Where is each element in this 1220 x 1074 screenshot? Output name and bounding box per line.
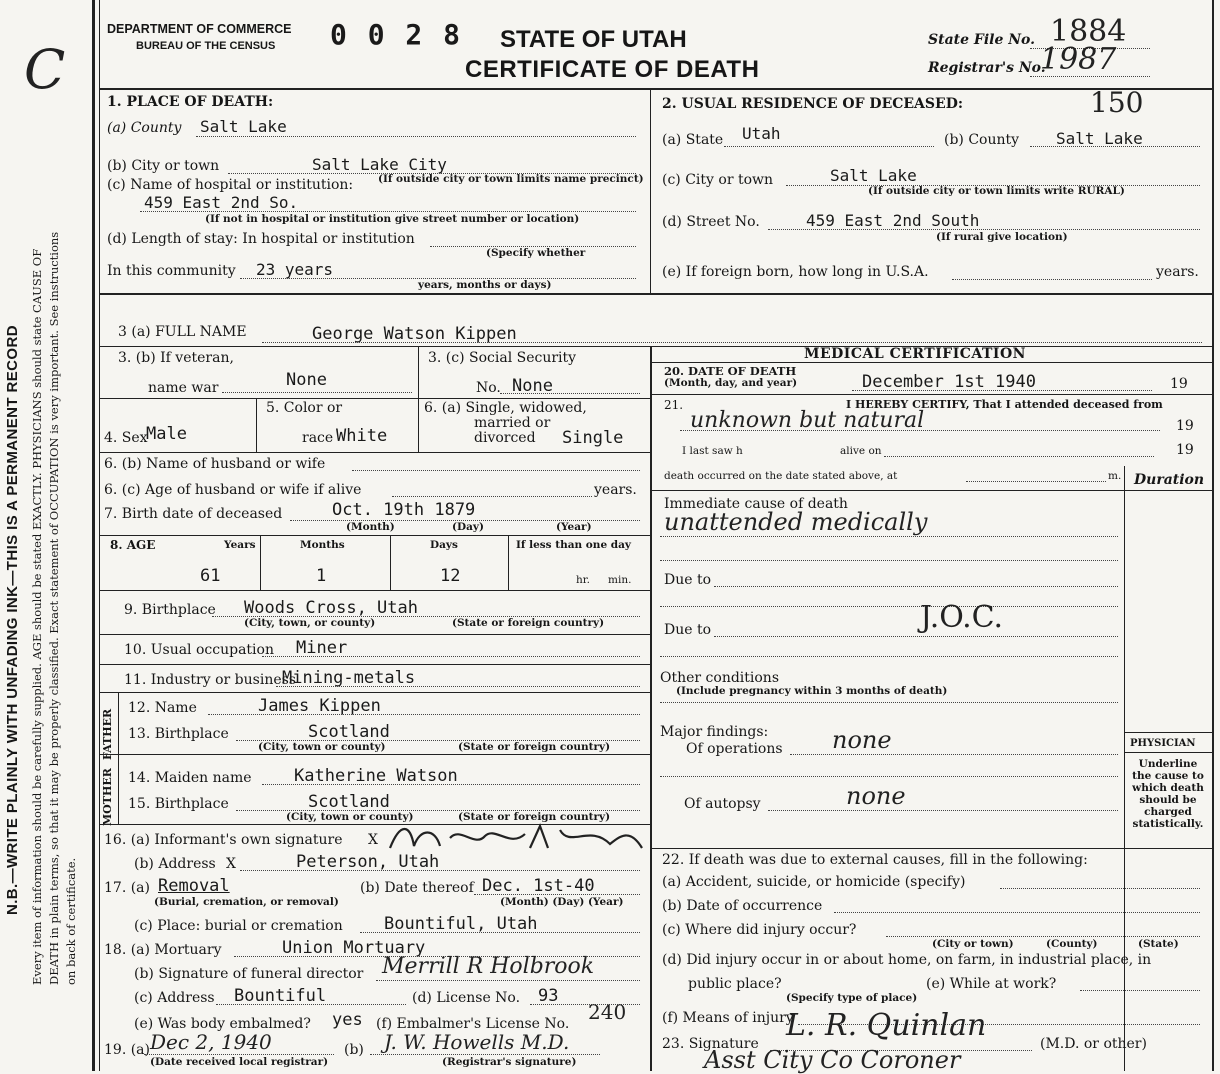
rule [884, 456, 1154, 457]
duration-column-rule [1124, 466, 1125, 1071]
father-bp-value: Scotland [308, 722, 390, 742]
certify-num: 21. [664, 398, 684, 412]
specify-note: (Specify whether [486, 247, 586, 259]
where-label: (c) Where did injury occur? [662, 922, 857, 938]
bureau-label: BUREAU OF THE CENSUS [136, 40, 276, 52]
margin-mark: C [24, 38, 66, 101]
certify-hand: unknown but natural [690, 408, 925, 433]
autopsy-label: Of autopsy [684, 796, 761, 812]
age-months-head: Months [300, 539, 345, 551]
rule [714, 586, 1118, 587]
rule [418, 398, 419, 452]
instruction-line-2: DEATH in plain terms, so that it may be properly classified. Exact statement of OCCUPATION is very important. See instructions [47, 231, 61, 985]
place-value: Bountiful, Utah [384, 914, 538, 934]
rule [99, 692, 650, 693]
medical-heading: MEDICAL CERTIFICATION [804, 346, 1026, 362]
spouse-age-label: 6. (c) Age of husband or wife if alive [104, 482, 362, 498]
rule [140, 211, 636, 212]
rule [886, 936, 1200, 937]
age-hr: hr. [576, 574, 590, 586]
informant-address-mark: X [226, 856, 236, 872]
rule [660, 560, 1118, 561]
major-label: Major findings: [660, 724, 769, 740]
rule [650, 490, 1212, 491]
ss-no-label: No. [476, 380, 501, 396]
due-to-1-label: Due to [664, 572, 712, 588]
serial-number: 0 0 2 8 [330, 18, 463, 51]
birth-value: Oct. 19th 1879 [332, 500, 476, 520]
race-value: White [336, 426, 388, 446]
race-label: race [302, 430, 334, 446]
rule-top-divider [650, 88, 651, 293]
res-state-label: (a) State [662, 132, 724, 148]
immediate-value: unattended medically [664, 508, 928, 536]
received-label: 19. (a) [104, 1042, 150, 1058]
embalmer-value: 240 [588, 1000, 627, 1024]
rule-center [650, 346, 652, 1071]
instruction-line-1: Every item of information should be carefully supplied. AGE should be stated EXACTLY. PHYSICIANS should state CAUSE OF [30, 248, 44, 985]
other-label: Other conditions [660, 670, 780, 686]
rule [216, 1004, 406, 1005]
father-city-note: (City, town or county) [258, 741, 386, 753]
age-months-value: 1 [316, 566, 327, 586]
rule [650, 362, 1212, 363]
age-days-head: Days [430, 539, 458, 551]
due-to-2-hand: J.O.C. [920, 600, 1004, 635]
res-street-note: (If rural give location) [936, 231, 1068, 243]
rule [508, 535, 509, 590]
rule [660, 702, 1118, 703]
rule [500, 393, 640, 394]
father-name-value: James Kippen [258, 696, 381, 716]
community-value: 23 years [256, 260, 334, 279]
city-label: (b) City or town [107, 158, 220, 174]
rule [418, 346, 419, 398]
state-file-no: 1884 [1050, 14, 1127, 49]
physician-signature: L. R. Quinlan [786, 1008, 987, 1043]
operations-label: Of operations [686, 741, 783, 757]
other-note: (Include pregnancy within 3 months of death) [676, 685, 948, 697]
fullname-label: 3 (a) FULL NAME [118, 324, 247, 340]
color-label: 5. Color or [266, 400, 343, 416]
rule [392, 496, 592, 497]
rule [952, 279, 1152, 280]
rule [650, 394, 1212, 395]
specify-place-note: (Specify type of place) [786, 992, 918, 1004]
rule [196, 136, 636, 137]
city-note: (If outside city or town limits name precinct) [378, 173, 644, 185]
birth-label: 7. Birth date of deceased [104, 506, 283, 522]
rule [260, 535, 261, 590]
border-right [1212, 0, 1214, 1071]
director-address-value: Bountiful [234, 986, 327, 1006]
coroner-address: Asst City Co Coroner [704, 1046, 961, 1074]
birthplace-city-note: (City, town, or county) [244, 617, 376, 629]
rule [474, 894, 640, 895]
veteran-label: 3. (b) If veteran, [118, 350, 234, 366]
received-value: Dec 2, 1940 [150, 1030, 272, 1054]
age-days-value: 12 [440, 566, 461, 586]
embalmed-value: yes [332, 1010, 363, 1030]
birthplace-value: Woods Cross, Utah [244, 598, 418, 618]
father-tag: FATHER [101, 708, 114, 760]
industry-value: Mining-metals [282, 668, 416, 688]
father-bp-label: 13. Birthplace [128, 726, 229, 742]
death-date-label: 20. DATE OF DEATH [664, 364, 797, 378]
rule [790, 754, 1118, 755]
underline-note: Underline the cause to which death should be charged statistically. [1132, 758, 1204, 830]
rule [222, 392, 412, 393]
rule [1124, 732, 1212, 733]
res-street-value: 459 East 2nd South [806, 211, 980, 230]
rule [660, 606, 1118, 607]
mother-name-value: Katherine Watson [294, 766, 458, 786]
embalmer-label: (f) Embalmer's License No. [376, 1016, 570, 1032]
dept-label: DEPARTMENT OF COMMERCE [107, 22, 292, 36]
foreign-years: years. [1156, 264, 1199, 280]
foreign-label: (e) If foreign born, how long in U.S.A. [662, 264, 929, 280]
permanent-record-notice: N.B.—WRITE PLAINLY WITH UNFADING INK—THIS IS A PERMANENT RECORD [4, 325, 21, 915]
father-state-note: (State or foreign country) [458, 741, 611, 753]
rule [360, 932, 640, 933]
informant-address-label: (b) Address [134, 856, 216, 872]
county-label: (a) County [107, 120, 182, 136]
rule [852, 390, 1152, 391]
rule [99, 452, 650, 453]
informant-sig-mark: X [368, 832, 378, 848]
fullname-value: George Watson Kippen [312, 324, 517, 344]
rule [118, 692, 119, 754]
due-to-2-label: Due to [664, 622, 712, 638]
rule [99, 754, 650, 755]
director-label: (b) Signature of funeral director [134, 966, 364, 982]
occupation-value: Miner [296, 638, 348, 658]
birth-year-note: (Year) [556, 521, 592, 533]
father-name-label: 12. Name [128, 700, 197, 716]
rule [714, 636, 1118, 637]
rule [262, 784, 640, 785]
rule [680, 430, 1160, 431]
marital-label-2: married or [474, 415, 551, 431]
war-label: name war [148, 380, 219, 396]
rule-name [99, 346, 1212, 347]
rule [144, 1054, 334, 1055]
age-years-head: Years [224, 539, 256, 551]
sex-label: 4. Sex [104, 430, 148, 446]
age-years-value: 61 [200, 566, 221, 586]
rule [724, 146, 934, 147]
received-note: (Date received local registrar) [150, 1056, 329, 1068]
res-state-value: Utah [742, 124, 781, 143]
where-county-col: (County) [1046, 938, 1098, 950]
home-label: (d) Did injury occur in or about home, on farm, in industrial place, in [662, 952, 1152, 968]
hospital-value: 459 East 2nd So. [144, 193, 299, 212]
rule [99, 634, 650, 635]
registrar-sig-label: (b) [344, 1042, 364, 1058]
date-thereof-value: Dec. 1st-40 [482, 876, 595, 896]
physician-tag: PHYSICIAN [1130, 738, 1196, 749]
removal-note: (Burial, cremation, or removal) [154, 896, 339, 908]
certify-text: I HEREBY CERTIFY, That I attended deceased from [846, 398, 1163, 411]
hospital-label: (c) Name of hospital or institution: [107, 177, 354, 193]
sex-value: Male [146, 424, 187, 444]
birth-month-note: (Month) [346, 521, 395, 533]
rule [650, 848, 1212, 849]
last-saw-label: I last saw h [682, 445, 743, 457]
rule [390, 535, 391, 590]
rule [660, 536, 1118, 537]
rule [240, 870, 640, 871]
rule [768, 810, 1118, 811]
external-label: 22. If death was due to external causes, fill in the following: [662, 852, 1088, 868]
war-value: None [286, 370, 327, 390]
registrar-signature: J. W. Howells M.D. [384, 1030, 570, 1054]
license-label: (d) License No. [412, 990, 521, 1006]
rule [1000, 888, 1200, 889]
operations-value: none [832, 726, 892, 754]
city-value: Salt Lake City [312, 155, 447, 174]
license-value: 93 [538, 986, 559, 1006]
rule [660, 776, 1118, 777]
rule [99, 398, 650, 399]
res-county-label: (b) County [944, 132, 1020, 148]
md-label: (M.D. or other) [1040, 1036, 1147, 1052]
rule [99, 535, 650, 536]
mother-bp-value: Scotland [308, 792, 390, 812]
spouse-years: years. [594, 482, 637, 498]
ymd-note: years, months or days) [418, 279, 552, 291]
alive-year: 19 [1176, 442, 1194, 458]
certify-year: 19 [1176, 418, 1194, 434]
director-signature: Merrill R Holbrook [382, 954, 595, 979]
work-label: (e) While at work? [926, 976, 1057, 992]
death-date-value: December 1st 1940 [862, 372, 1036, 392]
alive-on-label: alive on [840, 445, 882, 457]
occurrence-label: (b) Date of occurrence [662, 898, 823, 914]
rule [208, 714, 640, 715]
death-date-note: (Month, day, and year) [664, 377, 798, 389]
date-thereof-label: (b) Date thereof [360, 880, 474, 896]
date-thereof-note: (Month) (Day) (Year) [500, 896, 624, 908]
rule [262, 342, 1202, 343]
birthplace-state-note: (State or foreign country) [452, 617, 605, 629]
mother-city-note: (City, town or county) [286, 811, 414, 823]
rule [256, 398, 257, 452]
removal-value: Removal [158, 876, 230, 896]
hospital-note: (If not in hospital or institution give street number or location) [205, 213, 580, 225]
immediate-label: Immediate cause of death [664, 496, 848, 512]
rule-header [99, 88, 1212, 90]
rule [99, 590, 650, 591]
where-city-col: (City or town) [932, 938, 1014, 950]
rule [262, 656, 640, 657]
birth-day-note: (Day) [452, 521, 484, 533]
county-value: Salt Lake [200, 117, 287, 136]
death-occurred-label: death occurred on the date stated above, at [664, 470, 898, 482]
director-address-label: (c) Address [134, 990, 215, 1006]
mortuary-value: Union Mortuary [282, 938, 426, 958]
residence-code: 150 [1090, 86, 1144, 119]
res-county-value: Salt Lake [1056, 129, 1143, 148]
state-file-label: State File No. [928, 32, 1036, 48]
state-title: STATE OF UTAH [500, 26, 687, 53]
mother-tag: MOTHER [101, 768, 114, 826]
rule [1030, 146, 1200, 147]
industry-label: 11. Industry or business [124, 672, 296, 688]
informant-address-value: Peterson, Utah [296, 852, 440, 872]
informant-sig-label: 16. (a) Informant's own signature [104, 832, 343, 848]
rule-mid [99, 293, 1212, 295]
birthplace-label: 9. Birthplace [124, 602, 216, 618]
res-city-note: (If outside city or town limits write RURAL) [868, 185, 1125, 197]
rule [660, 656, 1118, 657]
ss-no-value: None [512, 376, 553, 396]
residence-heading: 2. USUAL RESIDENCE OF DECEASED: [662, 96, 964, 112]
res-street-label: (d) Street No. [662, 214, 760, 230]
means-label: (f) Means of injury [662, 1010, 794, 1026]
age-less-head: If less than one day [516, 539, 632, 551]
marital-value: Single [562, 428, 624, 448]
rule [966, 481, 1106, 482]
rule [768, 229, 1200, 230]
mother-bp-label: 15. Birthplace [128, 796, 229, 812]
instruction-line-3: on back of certificate. [64, 857, 78, 985]
death-occurred-m: m. [1108, 470, 1122, 482]
autopsy-value: none [846, 782, 906, 810]
rule [1080, 990, 1200, 991]
registrar-label: Registrar's No. [928, 60, 1046, 76]
rule [118, 754, 119, 824]
registrar-no: 1987 [1040, 42, 1117, 77]
registrar-sig-note: (Registrar's signature) [442, 1056, 577, 1068]
rule [99, 664, 650, 665]
rule [276, 686, 640, 687]
community-label: In this community [107, 263, 236, 279]
rule [1124, 752, 1212, 753]
marital-label-3: divorced [474, 430, 536, 446]
mother-name-label: 14. Maiden name [128, 770, 252, 786]
death-date-year: 19 [1170, 376, 1188, 392]
rule [370, 1054, 600, 1055]
rule [352, 470, 640, 471]
rule [1030, 76, 1150, 77]
accident-label: (a) Accident, suicide, or homicide (specify) [662, 874, 966, 890]
stay-label: (d) Length of stay: In hospital or institution [107, 231, 415, 247]
ss-label: 3. (c) Social Security [428, 350, 577, 366]
cert-title: CERTIFICATE OF DEATH [465, 56, 760, 83]
mortuary-label: 18. (a) Mortuary [104, 942, 222, 958]
res-city-label: (c) City or town [662, 172, 774, 188]
public-label: public place? [688, 976, 782, 992]
signature-label: 23. Signature [662, 1036, 759, 1052]
embalmed-label: (e) Was body embalmed? [134, 1016, 311, 1032]
duration-heading: Duration [1134, 472, 1205, 488]
rule [834, 912, 1200, 913]
place-label: (c) Place: burial or cremation [134, 918, 343, 934]
age-min: min. [608, 574, 632, 586]
mother-state-note: (State or foreign country) [458, 811, 611, 823]
left-margin [0, 0, 95, 1071]
spouse-label: 6. (b) Name of husband or wife [104, 456, 326, 472]
place-heading: 1. PLACE OF DEATH: [107, 94, 274, 110]
occupation-label: 10. Usual occupation [124, 642, 274, 658]
border-left [92, 0, 95, 1071]
where-state-col: (State) [1138, 938, 1179, 950]
rule [376, 980, 640, 981]
marital-label-1: 6. (a) Single, widowed, [424, 400, 587, 416]
res-city-value: Salt Lake [830, 166, 917, 185]
removal-label: 17. (a) [104, 880, 150, 896]
age-label: 8. AGE [110, 538, 156, 552]
